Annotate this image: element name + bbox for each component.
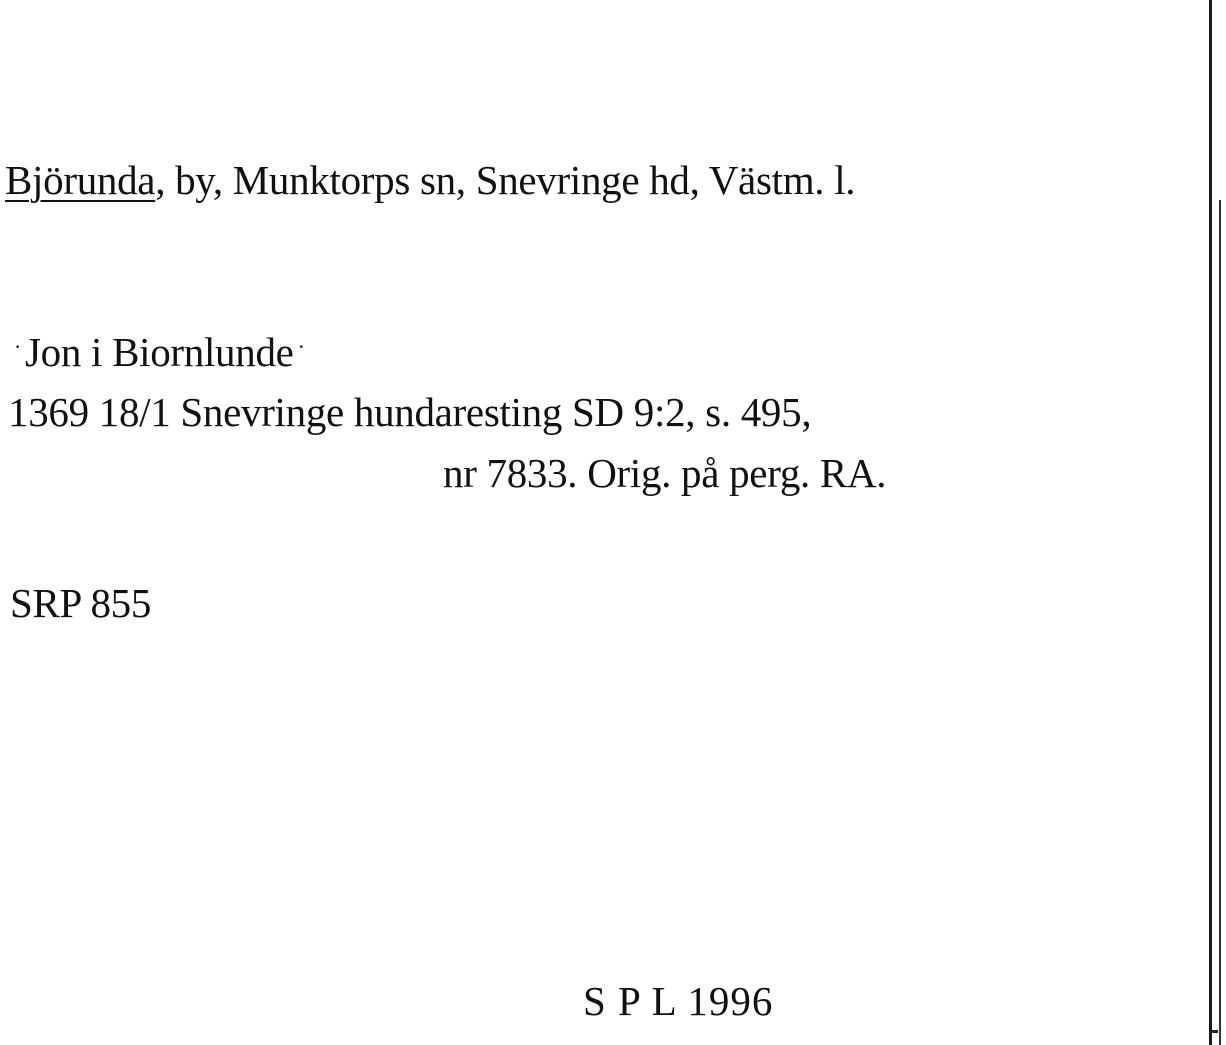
name-form-text: Jon i Biornlunde [25,329,294,375]
headword: Björunda [5,157,156,203]
scan-speck [1210,1030,1218,1033]
reference: SRP 855 [10,580,152,626]
place-description: , by, Munktorps sn, Snevringe hd, Västm. l. [155,157,856,203]
place-heading [5,157,856,203]
source-line-1: 1369 18/1 Snevringe hundaresting SD 9:2, s. 495, [8,389,812,435]
interpunct-right: · [297,334,305,359]
signature: S P L 1996 [583,978,774,1024]
source-line-2: nr 7833. Orig. på perg. RA. [443,450,887,496]
interpunct-left: · [14,334,22,359]
scan-edge [1206,0,1226,1045]
scan-edge-line [1209,0,1212,1045]
name-form [10,329,309,375]
scan-edge-line-inner [1219,200,1221,1045]
